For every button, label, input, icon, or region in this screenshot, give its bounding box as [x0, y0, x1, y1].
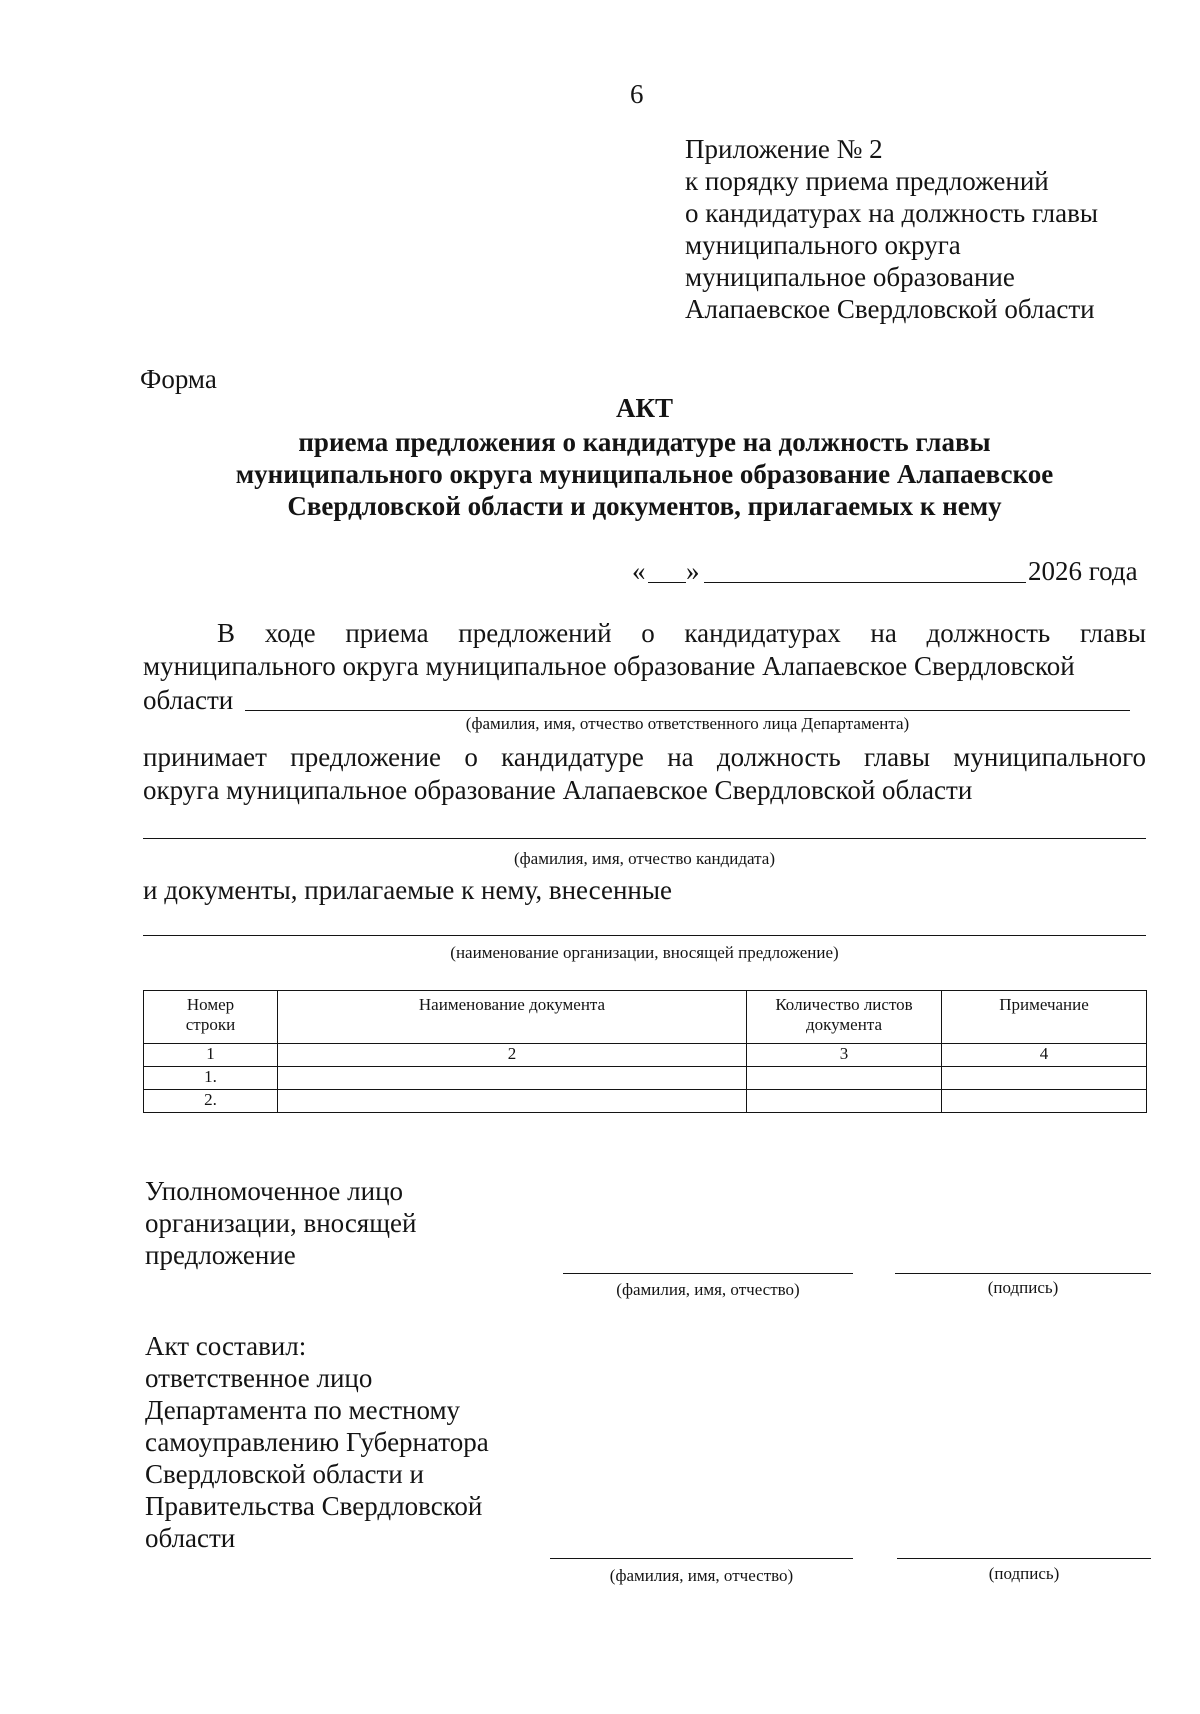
- signature2-caption-name: (фамилия, имя, отчество): [609, 1566, 794, 1585]
- signature2-line: Правительства Свердловской: [145, 1491, 483, 1521]
- signature1-line: предложение: [145, 1240, 296, 1270]
- date-month-blank[interactable]: [704, 582, 1026, 583]
- table-row: [144, 1044, 1147, 1067]
- signature2-name-blank[interactable]: [550, 1558, 853, 1559]
- official-name-blank[interactable]: [245, 710, 1130, 711]
- appendix-line: Алапаевское Свердловской области: [685, 294, 1095, 324]
- table-row: [144, 1090, 1147, 1113]
- header-sheet-count: Количество листов документа: [747, 991, 942, 1044]
- para1-line3: области: [143, 685, 234, 715]
- caption-candidate: (фамилия, имя, отчество кандидата): [513, 849, 775, 868]
- signature1-caption-sign: (подпись): [987, 1278, 1059, 1297]
- date-year: 2026 года: [1028, 556, 1138, 586]
- signature2-line: Акт составил:: [145, 1331, 307, 1361]
- signature2-caption-sign: (подпись): [988, 1564, 1060, 1583]
- signature2-line: самоуправлению Губернатора: [145, 1427, 489, 1457]
- organization-name-blank[interactable]: [143, 935, 1146, 936]
- para2-line2: округа муниципальное образование Алапаевское Свердловской области: [143, 775, 973, 805]
- signature2-line: области: [145, 1523, 236, 1553]
- para1-line1: В ходе приема предложений о кандидатурах на должность главы: [217, 618, 1146, 648]
- table-header-row: [144, 991, 1147, 1044]
- page-number: 6: [630, 79, 644, 109]
- para1-line2: муниципального округа муниципальное образование Алапаевское Свердловской: [143, 651, 1075, 681]
- header-document-name: Наименование документа: [278, 991, 747, 1044]
- table-cell[interactable]: [942, 1067, 1147, 1090]
- table-cell[interactable]: [278, 1090, 747, 1113]
- caption-organization: (наименование организации, вносящей предложение): [450, 943, 839, 962]
- date-day-blank[interactable]: [648, 582, 686, 583]
- signature2-label: [145, 1330, 489, 1554]
- signature2-sign-blank[interactable]: [897, 1558, 1151, 1559]
- para2-line1: принимает предложение о кандидатуре на должность главы муниципального: [143, 742, 1146, 772]
- para3-line1: и документы, прилагаемые к нему, внесенные: [143, 875, 672, 905]
- appendix-line: к порядку приема предложений: [685, 166, 1049, 196]
- appendix-line: Приложение № 2: [685, 134, 883, 164]
- header-note: Примечание: [942, 991, 1147, 1044]
- appendix-line: муниципальное образование: [685, 262, 1015, 292]
- signature1-name-blank[interactable]: [563, 1273, 853, 1274]
- table-cell: 1: [144, 1044, 278, 1067]
- act-title: [143, 392, 1146, 522]
- table-row: [144, 1067, 1147, 1090]
- signature2-line: Департамента по местному: [145, 1395, 461, 1425]
- table-cell: 2.: [144, 1090, 278, 1113]
- form-label: Форма: [140, 364, 217, 394]
- appendix-line: о кандидатурах на должность главы: [685, 198, 1098, 228]
- table-cell: 1.: [144, 1067, 278, 1090]
- date-open-quote: «: [632, 556, 646, 586]
- header-row-number: Номер строки: [144, 991, 278, 1044]
- signature1-label: [145, 1175, 416, 1271]
- appendix-line: муниципального округа: [685, 230, 961, 260]
- table-cell: 4: [942, 1044, 1147, 1067]
- table-cell[interactable]: [747, 1090, 942, 1113]
- documents-table: [143, 990, 1147, 1113]
- signature1-sign-blank[interactable]: [895, 1273, 1151, 1274]
- signature1-line: Уполномоченное лицо: [145, 1176, 404, 1206]
- act-title-line: Свердловской области и документов, прилагаемых к нему: [287, 491, 1002, 521]
- appendix-block: [685, 133, 1098, 325]
- table-cell[interactable]: [747, 1067, 942, 1090]
- date-close-quote: »: [686, 556, 700, 586]
- signature1-caption-name: (фамилия, имя, отчество): [616, 1280, 800, 1299]
- caption-official: (фамилия, имя, отчество ответственного лица Департамента): [465, 714, 910, 733]
- signature2-line: Свердловской области и: [145, 1459, 424, 1489]
- table-cell[interactable]: [278, 1067, 747, 1090]
- table-cell[interactable]: [942, 1090, 1147, 1113]
- act-title-main: АКТ: [615, 393, 674, 423]
- table-cell: 3: [747, 1044, 942, 1067]
- act-title-line: муниципального округа муниципальное образование Алапаевское: [235, 459, 1054, 489]
- signature2-line: ответственное лицо: [145, 1363, 373, 1393]
- signature1-line: организации, вносящей: [145, 1208, 417, 1238]
- act-title-line: приема предложения о кандидатуре на должность главы: [298, 427, 991, 457]
- candidate-name-blank[interactable]: [143, 838, 1146, 839]
- table-cell: 2: [278, 1044, 747, 1067]
